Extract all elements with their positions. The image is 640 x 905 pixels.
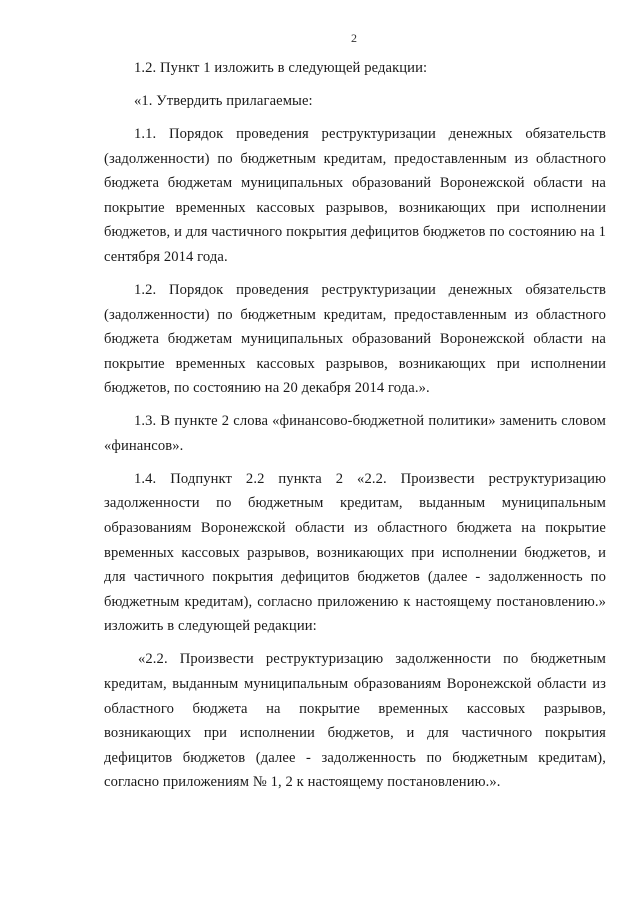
paragraph-1-3: 1.3. В пункте 2 слова «финансово-бюджетной политики» заменить словом «финансов».	[104, 413, 606, 454]
paragraph-1-2-intro: 1.2. Пункт 1 изложить в следующей редакции:	[134, 60, 428, 76]
document-body	[104, 56, 606, 803]
paragraph-2-2: «2.2. Произвести реструктуризацию задолженности по бюджетным кредитам, выданным муниципальным образованиям Воронежской области из областного бюджета на покрытие временных кассовых разрывов, возникающих при исполнении бюджетов, и для частичного покрытия дефицитов бюджетов (далее - задолженность по бюджетным кредитам), согласно приложениям № 1, 2 к настоящему постановлению.».	[104, 651, 606, 791]
paragraph-1-4: 1.4. Подпункт 2.2 пункта 2 «2.2. Произвести реструктуризацию задолженности по бюджетным кредитам, выданным муниципальным образованиям Воронежской области из областного бюджета на покрытие временных кассовых разрывов, возникающих при исполнении бюджетов, и для частичного покрытия дефицитов бюджетов (далее - задолженность по бюджетным кредитам), согласно приложению к настоящему постановлению.» изложить в следующей редакции:	[104, 470, 606, 635]
paragraph-1-1: 1.1. Порядок проведения реструктуризации денежных обязательств (задолженности) по бюджетным кредитам, предоставленным из областного бюджета бюджетам муниципальных образований Воронежской области на покрытие временных кассовых разрывов, возникающих при исполнении бюджетов, и для частичного покрытия дефицитов бюджетов по состоянию на 1 сентября 2014 года.	[104, 125, 606, 265]
page-number: 2	[351, 31, 357, 45]
paragraph-quote-1: «1. Утвердить прилагаемые:	[134, 92, 313, 109]
paragraph-1-2: 1.2. Порядок проведения реструктуризации денежных обязательств (задолженности) по бюджетным кредитам, предоставленным из областного бюджета бюджетам муниципальных образований Воронежской области на покрытие временных кассовых разрывов, возникающих при исполнении бюджетов, по состоянию на 20 декабря 2014 года.».	[104, 281, 606, 397]
